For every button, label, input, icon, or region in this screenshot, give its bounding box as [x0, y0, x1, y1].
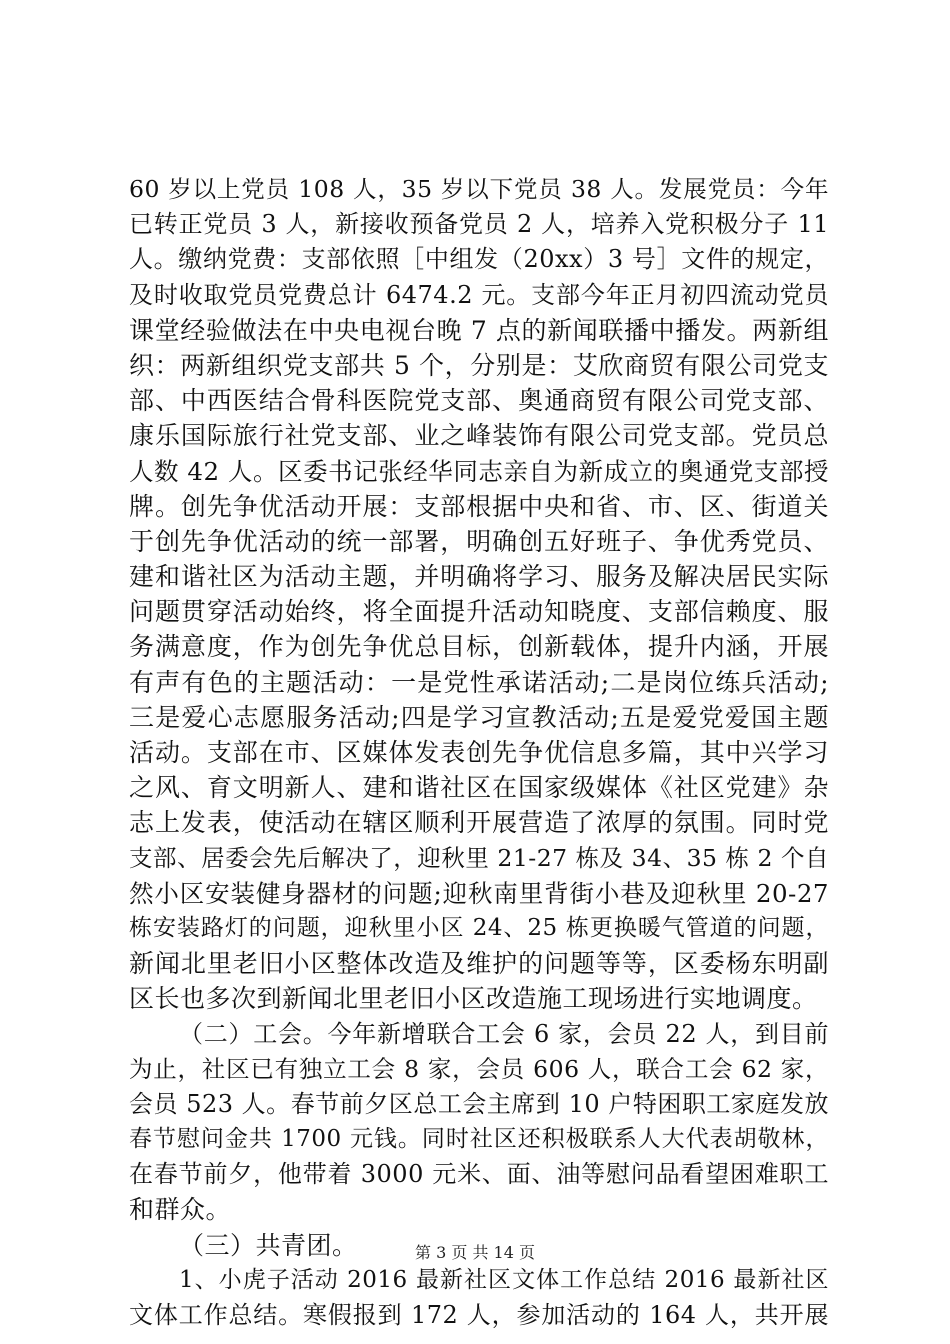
text-line: 及时收取党员党费总计 6474.2 元。支部今年正月初四流动党员 [129, 280, 829, 309]
text-line: 60 岁以上党员 108 人，35 岁以下党员 38 人。发展党员：今年 [129, 175, 829, 203]
text-line: 1、小虎子活动 2016 最新社区文体工作总结 2016 最新社区 [179, 1266, 829, 1293]
text-line: 然小区安装健身器材的问题;迎秋南里背街小巷及迎秋里 20-27 [129, 878, 829, 908]
text-line: 区长也多次到新闻北里老旧小区改造施工现场进行实地调度。 [129, 984, 818, 1014]
text-line: 于创先争优活动的统一部署，明确创五好班子、争优秀党员、 [129, 526, 829, 556]
text-line: 织：两新组织党支部共 5 个，分别是：艾欣商贸有限公司党支 [129, 350, 829, 380]
text-line: 已转正党员 3 人，新接收预备党员 2 人，培养入党积极分子 11 [129, 210, 829, 239]
text-line: 三是爱心志愿服务活动;四是学习宣教活动;五是爱党爱国主题 [129, 702, 829, 732]
text-line: 建和谐社区为活动主题，并明确将学习、服务及解决居民实际 [129, 562, 829, 592]
page-number-footer: 第 3 页 共 14 页 [415, 1243, 535, 1262]
text-line: 支部、居委会先后解决了，迎秋里 21-27 栋及 34、35 栋 2 个自 [129, 843, 829, 872]
text-line: 会员 523 人。春节前夕区总工会主席到 10 户特困职工家庭发放 [129, 1089, 829, 1118]
text-line: 康乐国际旅行社党支部、业之峰装饰有限公司党支部。党员总 [129, 421, 829, 451]
text-line: 有声有色的主题活动：一是党性承诺活动;二是岗位练兵活动; [129, 667, 829, 697]
text-line: 人。缴纳党费：支部依照［中组发（20xx）3 号］文件的规定， [129, 245, 829, 274]
text-line: 部、中西医结合骨科医院党支部、奥通商贸有限公司党支部、 [129, 386, 829, 416]
text-line: （二）工会。今年新增联合工会 6 家，会员 22 人，到目前 [179, 1019, 829, 1048]
text-line: 在春节前夕，他带着 3000 元米、面、油等慰问品看望困难职工 [129, 1160, 829, 1189]
text-line: 春节慰问金共 1700 元钱。同时社区还积极联系人大代表胡敬林， [129, 1126, 829, 1153]
text-line: 和群众。 [129, 1195, 232, 1225]
text-line: 志上发表，使活动在辖区顺利开展营造了浓厚的氛围。同时党 [129, 808, 829, 838]
text-line: 文体工作总结。寒假报到 172 人，参加活动的 164 人，共开展 [129, 1301, 829, 1329]
text-line: 问题贯穿活动始终，将全面提升活动知晓度、支部信赖度、服 [129, 597, 829, 627]
text-line: 活动。支部在市、区媒体发表创先争优信息多篇，其中兴学习 [129, 738, 829, 767]
text-line: 牌。创先争优活动开展：支部根据中央和省、市、区、街道关 [129, 491, 829, 521]
text-line: 人数 42 人。区委书记张经华同志亲自为新成立的奥通党支部授 [129, 456, 829, 486]
text-line: 之风、育文明新人、建和谐社区在国家级媒体《社区党建》杂 [129, 773, 829, 803]
text-line: 务满意度，作为创先争优总目标，创新载体，提升内涵，开展 [129, 632, 829, 662]
text-line: 新闻北里老旧小区整体改造及维护的问题等等，区委杨东明副 [129, 949, 829, 979]
text-line: 课堂经验做法在中央电视台晚 7 点的新闻联播中播发。两新组 [129, 315, 829, 345]
text-line: 为止，社区已有独立工会 8 家，会员 606 人，联合工会 62 家， [129, 1054, 829, 1083]
text-line: （三）共青团。 [179, 1230, 358, 1260]
text-line: 栋安装路灯的问题，迎秋里小区 24、25 栋更换暖气管道的问题， [129, 914, 829, 941]
document-body [129, 172, 829, 1333]
